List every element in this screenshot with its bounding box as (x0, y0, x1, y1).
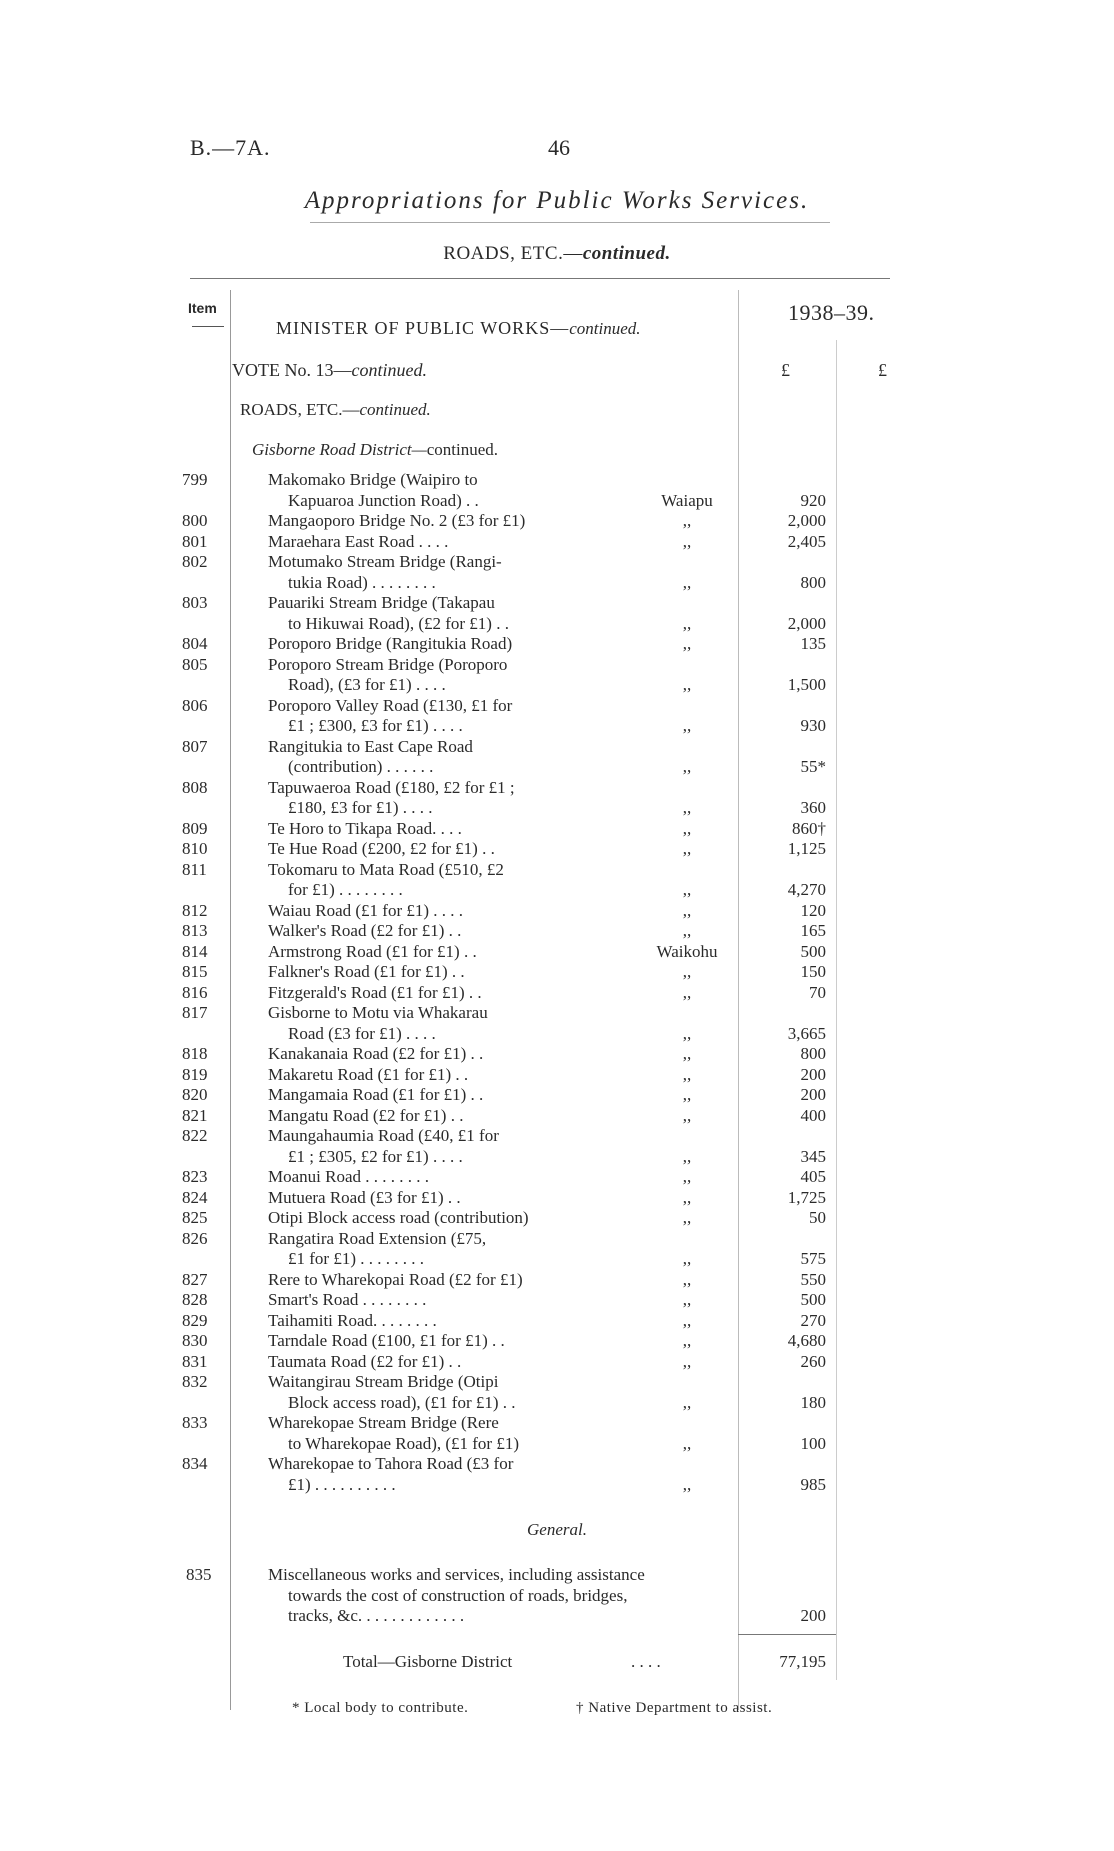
county: ,, (682, 511, 692, 530)
county: ,, (682, 1064, 692, 1084)
county: ,, (682, 1023, 692, 1043)
amount: 550 (800, 1269, 826, 1289)
county: ,, (682, 900, 692, 920)
document-reference: B.—7A. (190, 135, 271, 160)
vote-continued: continued. (351, 360, 427, 380)
description-line: Falkner's Road (£1 for £1) . . (268, 962, 465, 981)
general-heading: General. (527, 1520, 587, 1539)
description-line: Mangatu Road (£2 for £1) . . (268, 1105, 464, 1125)
amount: 800 (800, 1044, 826, 1063)
item-number: 831 (182, 1351, 208, 1371)
description-line: Moanui Road . . . . . . . . (268, 1167, 430, 1186)
item-number: 807 (182, 736, 208, 756)
county: ,, (682, 1044, 692, 1063)
county: Waikohu (656, 941, 718, 961)
amount: 1,500 (787, 675, 826, 694)
county: ,, (682, 880, 692, 899)
amount: 1,725 (787, 1187, 826, 1207)
item-number: 830 (182, 1331, 208, 1350)
column-rule-item (230, 290, 231, 1710)
item-description (268, 470, 576, 511)
description-line: Otipi Block access road (contribution) (268, 1208, 529, 1227)
description-line: to Wharekopae Road), (£1 for £1) (288, 1433, 519, 1453)
misc-line: tracks, &c. . . . . . . . . . . . . (288, 1606, 465, 1625)
table-top-rule (190, 278, 890, 279)
description-line: Waiau Road (£1 for £1) . . . . (268, 900, 464, 920)
amount: 3,665 (787, 1023, 826, 1043)
description-line: Mutuera Road (£3 for £1) . . (268, 1187, 461, 1207)
county: ,, (682, 1167, 692, 1186)
item-number: 819 (182, 1064, 208, 1084)
description-line: Rere to Wharekopai Road (£2 for £1) (268, 1269, 523, 1289)
item-description (268, 983, 576, 1004)
item-description (268, 1085, 576, 1106)
county: ,, (682, 634, 692, 653)
item-number: 822 (182, 1126, 208, 1145)
county: ,, (682, 818, 692, 838)
county: ,, (682, 1290, 692, 1309)
county: ,, (682, 1474, 692, 1494)
county: ,, (682, 613, 692, 633)
item-number: 803 (182, 593, 208, 612)
county: Waiapu (661, 490, 713, 510)
description-line: tukia Road) . . . . . . . . (288, 572, 436, 592)
item-number: 813 (182, 921, 208, 940)
description-line: Tokomaru to Mata Road (£510, £2 (268, 859, 504, 879)
description-line: Mangaoporo Bridge No. 2 (£3 for £1) (268, 511, 526, 530)
footnote-star: * Local body to contribute. (292, 1700, 469, 1716)
county: ,, (682, 1105, 692, 1125)
description-line: Gisborne to Motu via Whakarau (268, 1003, 488, 1022)
item-number: 806 (182, 695, 208, 715)
item-number: 834 (182, 1454, 208, 1473)
description-line: Wharekopae Stream Bridge (Rere (268, 1413, 499, 1432)
minister-heading (276, 318, 641, 339)
section-label: ROADS, ETC.— (443, 243, 583, 264)
amount: 120 (800, 900, 826, 920)
amount: 2,000 (787, 511, 826, 530)
amount: 70 (809, 982, 826, 1002)
description-line: Pauariki Stream Bridge (Takapau (268, 593, 495, 612)
county: ,, (682, 572, 692, 592)
item-number: 810 (182, 839, 208, 858)
amount: 400 (800, 1105, 826, 1125)
total-amount: 77,195 (779, 1652, 826, 1671)
description-line: £1) . . . . . . . . . . (288, 1474, 396, 1494)
item-number: 816 (182, 982, 208, 1002)
amount: 4,270 (787, 880, 826, 899)
item-description (268, 1413, 576, 1454)
description-line: Road), (£3 for £1) . . . . (288, 675, 446, 694)
item-number: 828 (182, 1290, 208, 1309)
misc-description (268, 1565, 748, 1627)
description-line: £1 for £1) . . . . . . . . (288, 1249, 424, 1268)
item-number: 826 (182, 1228, 208, 1248)
item-number: 833 (182, 1413, 208, 1432)
item-description (268, 1208, 576, 1229)
county: ,, (682, 982, 692, 1002)
page-title: Appropriations for Public Works Services. (304, 187, 810, 214)
item-number: 802 (182, 552, 208, 571)
county: ,, (682, 531, 692, 551)
county: ,, (682, 716, 692, 735)
footnote-dagger: † Native Department to assist. (576, 1700, 773, 1716)
item-description (268, 962, 576, 983)
county: ,, (682, 1208, 692, 1227)
item-description (268, 532, 576, 553)
item-number: 812 (182, 900, 208, 920)
description-line: Waitangirau Stream Bridge (Otipi (268, 1372, 499, 1391)
vote-heading (232, 360, 427, 381)
item-number: 801 (182, 531, 208, 551)
county: ,, (682, 1331, 692, 1350)
misc-item-number: 835 (186, 1565, 212, 1584)
amount: 55* (800, 757, 826, 776)
item-description (268, 1003, 576, 1044)
amount: 575 (800, 1249, 826, 1268)
description-line: Poroporo Valley Road (£130, £1 for (268, 695, 513, 715)
item-number: 815 (182, 962, 208, 981)
description-line: Rangitukia to East Cape Road (268, 736, 473, 756)
amount: 360 (800, 798, 826, 817)
description-line: Rangatira Road Extension (£75, (268, 1228, 487, 1248)
vote-label: VOTE No. 13— (232, 360, 352, 380)
description-line: £180, £3 for £1) . . . . (288, 798, 433, 817)
description-line: Te Horo to Tikapa Road. . . . (268, 818, 462, 838)
amount: 135 (800, 634, 826, 653)
item-description (268, 1372, 576, 1413)
misc-amount: 200 (800, 1606, 826, 1625)
column-rule-amount (836, 340, 837, 1680)
description-line: (contribution) . . . . . . (288, 757, 434, 776)
item-description (268, 921, 576, 942)
description-line: Taumata Road (£2 for £1) . . (268, 1351, 462, 1371)
item-description (268, 696, 576, 737)
description-line: Maungahaumia Road (£40, £1 for (268, 1126, 499, 1145)
item-description (268, 634, 576, 655)
section-heading (0, 243, 1114, 265)
county: ,, (682, 1310, 692, 1330)
item-number: 808 (182, 777, 208, 797)
district-heading (252, 440, 498, 460)
description-line: £1 ; £300, £3 for £1) . . . . (288, 716, 463, 735)
year-column-header: 1938–39. (788, 300, 875, 325)
description-line: for £1) . . . . . . . . (288, 880, 403, 899)
amount: 800 (800, 572, 826, 592)
item-number: 821 (182, 1105, 208, 1125)
page-number: 46 (548, 135, 570, 160)
description-line: Tarndale Road (£100, £1 for £1) . . (268, 1331, 505, 1350)
amount: 200 (800, 1064, 826, 1084)
description-line: Smart's Road . . . . . . . . (268, 1290, 427, 1309)
description-line: Armstrong Road (£1 for £1) . . (268, 941, 477, 961)
amount: 2,405 (787, 531, 826, 551)
county: ,, (682, 839, 692, 858)
description-line: £1 ; £305, £2 for £1) . . . . (288, 1146, 463, 1166)
item-description (268, 1044, 576, 1065)
item-number: 818 (182, 1044, 208, 1063)
item-description (268, 655, 576, 696)
amount: 860† (792, 818, 826, 838)
total-leader-dots: . . . . (631, 1652, 661, 1671)
item-description (268, 552, 576, 593)
pound-symbol-1: £ (781, 360, 790, 380)
pound-symbol-2: £ (878, 360, 887, 380)
amount: 150 (800, 962, 826, 981)
county: ,, (682, 1249, 692, 1268)
county: ,, (682, 962, 692, 981)
description-line: Te Hue Road (£200, £2 for £1) . . (268, 839, 495, 858)
item-number: 811 (182, 859, 207, 879)
amount: 985 (800, 1474, 826, 1494)
amount: 930 (800, 716, 826, 735)
item-column-header: Item (188, 300, 217, 316)
amount: 2,000 (787, 613, 826, 633)
item-number: 827 (182, 1269, 208, 1289)
description-line: Poroporo Stream Bridge (Poroporo (268, 654, 508, 674)
district-continued: continued. (426, 440, 499, 459)
item-description (268, 778, 576, 819)
amount: 500 (800, 1290, 826, 1309)
description-line: Taihamiti Road. . . . . . . . (268, 1310, 437, 1330)
minister-label: MINISTER OF PUBLIC WORKS— (276, 318, 570, 338)
county: ,, (682, 1351, 692, 1371)
description-line: Tapuwaeroa Road (£180, £2 for £1 ; (268, 777, 515, 797)
amount: 1,125 (787, 839, 826, 858)
item-description (268, 1311, 576, 1332)
item-number: 817 (182, 1003, 208, 1022)
item-number: 825 (182, 1208, 208, 1227)
description-line: Poroporo Bridge (Rangitukia Road) (268, 634, 513, 653)
item-number: 823 (182, 1167, 208, 1186)
amount: 405 (800, 1167, 826, 1186)
item-description (268, 1065, 576, 1086)
amount: 920 (800, 490, 826, 510)
item-number: 820 (182, 1085, 208, 1104)
amount: 180 (800, 1392, 826, 1412)
item-description (268, 1229, 576, 1270)
item-number: 814 (182, 941, 208, 961)
misc-line: Miscellaneous works and services, including assistance (268, 1565, 645, 1584)
item-description (268, 1352, 576, 1373)
description-line: Makomako Bridge (Waipiro to (268, 470, 478, 489)
item-number: 829 (182, 1310, 208, 1330)
county: ,, (682, 1433, 692, 1453)
item-description (268, 860, 576, 901)
amount: 270 (800, 1310, 826, 1330)
section-continued: continued. (582, 243, 671, 264)
county: ,, (682, 1187, 692, 1207)
description-line: to Hikuwai Road), (£2 for £1) . . (288, 613, 509, 633)
total-rule (738, 1634, 836, 1635)
title-rule (310, 222, 830, 223)
item-description (268, 511, 576, 532)
county: ,, (682, 1085, 692, 1104)
item-description (268, 1454, 576, 1495)
amount: 50 (809, 1208, 826, 1227)
item-header-rule (192, 326, 224, 327)
item-description (268, 1331, 576, 1352)
description-line: Road (£3 for £1) . . . . (288, 1023, 436, 1043)
amount: 200 (800, 1085, 826, 1104)
misc-line: towards the cost of construction of roads, bridges, (288, 1585, 628, 1605)
description-line: Makaretu Road (£1 for £1) . . (268, 1064, 469, 1084)
item-number: 832 (182, 1372, 208, 1391)
total-label: Total—Gisborne District (343, 1652, 513, 1671)
roads-label: ROADS, ETC.— (240, 400, 360, 419)
county: ,, (682, 1146, 692, 1166)
item-number: 800 (182, 511, 208, 530)
item-description (268, 819, 576, 840)
item-description (268, 1188, 576, 1209)
description-line: Wharekopae to Tahora Road (£3 for (268, 1454, 514, 1473)
item-number: 804 (182, 634, 208, 653)
amount: 260 (800, 1351, 826, 1371)
county: ,, (682, 675, 692, 694)
description-line: Kanakanaia Road (£2 for £1) . . (268, 1044, 484, 1063)
item-description (268, 1270, 576, 1291)
county: ,, (682, 757, 692, 776)
district-label: Gisborne Road District— (252, 440, 427, 459)
amount: 500 (800, 941, 826, 961)
roads-continued: continued. (359, 400, 431, 419)
description-line: Walker's Road (£2 for £1) . . (268, 921, 462, 940)
item-description (268, 737, 576, 778)
item-description (268, 839, 576, 860)
item-number: 809 (182, 818, 208, 838)
county: ,, (682, 921, 692, 940)
description-line: Mangamaia Road (£1 for £1) . . (268, 1085, 484, 1104)
description-line: Motumako Stream Bridge (Rangi- (268, 552, 502, 571)
item-number: 824 (182, 1187, 208, 1207)
county: ,, (682, 1392, 692, 1412)
item-number: 805 (182, 654, 208, 674)
county: ,, (682, 798, 692, 817)
amount: 345 (800, 1146, 826, 1166)
amount: 165 (800, 921, 826, 940)
item-description (268, 942, 576, 963)
county: ,, (682, 1269, 692, 1289)
item-description (268, 1126, 576, 1167)
amount: 100 (800, 1433, 826, 1453)
description-line: Kapuaroa Junction Road) . . (288, 490, 479, 510)
description-line: Block access road), (£1 for £1) . . (288, 1392, 516, 1412)
minister-continued: continued. (569, 319, 641, 338)
description-line: Fitzgerald's Road (£1 for £1) . . (268, 982, 482, 1002)
item-description (268, 1290, 576, 1311)
item-description (268, 1106, 576, 1127)
amount: 4,680 (787, 1331, 826, 1350)
item-description (268, 593, 576, 634)
roads-heading (240, 400, 431, 420)
item-description (268, 1167, 576, 1188)
item-number: 799 (182, 470, 208, 489)
description-line: Maraehara East Road . . . . (268, 531, 449, 551)
item-description (268, 901, 576, 922)
